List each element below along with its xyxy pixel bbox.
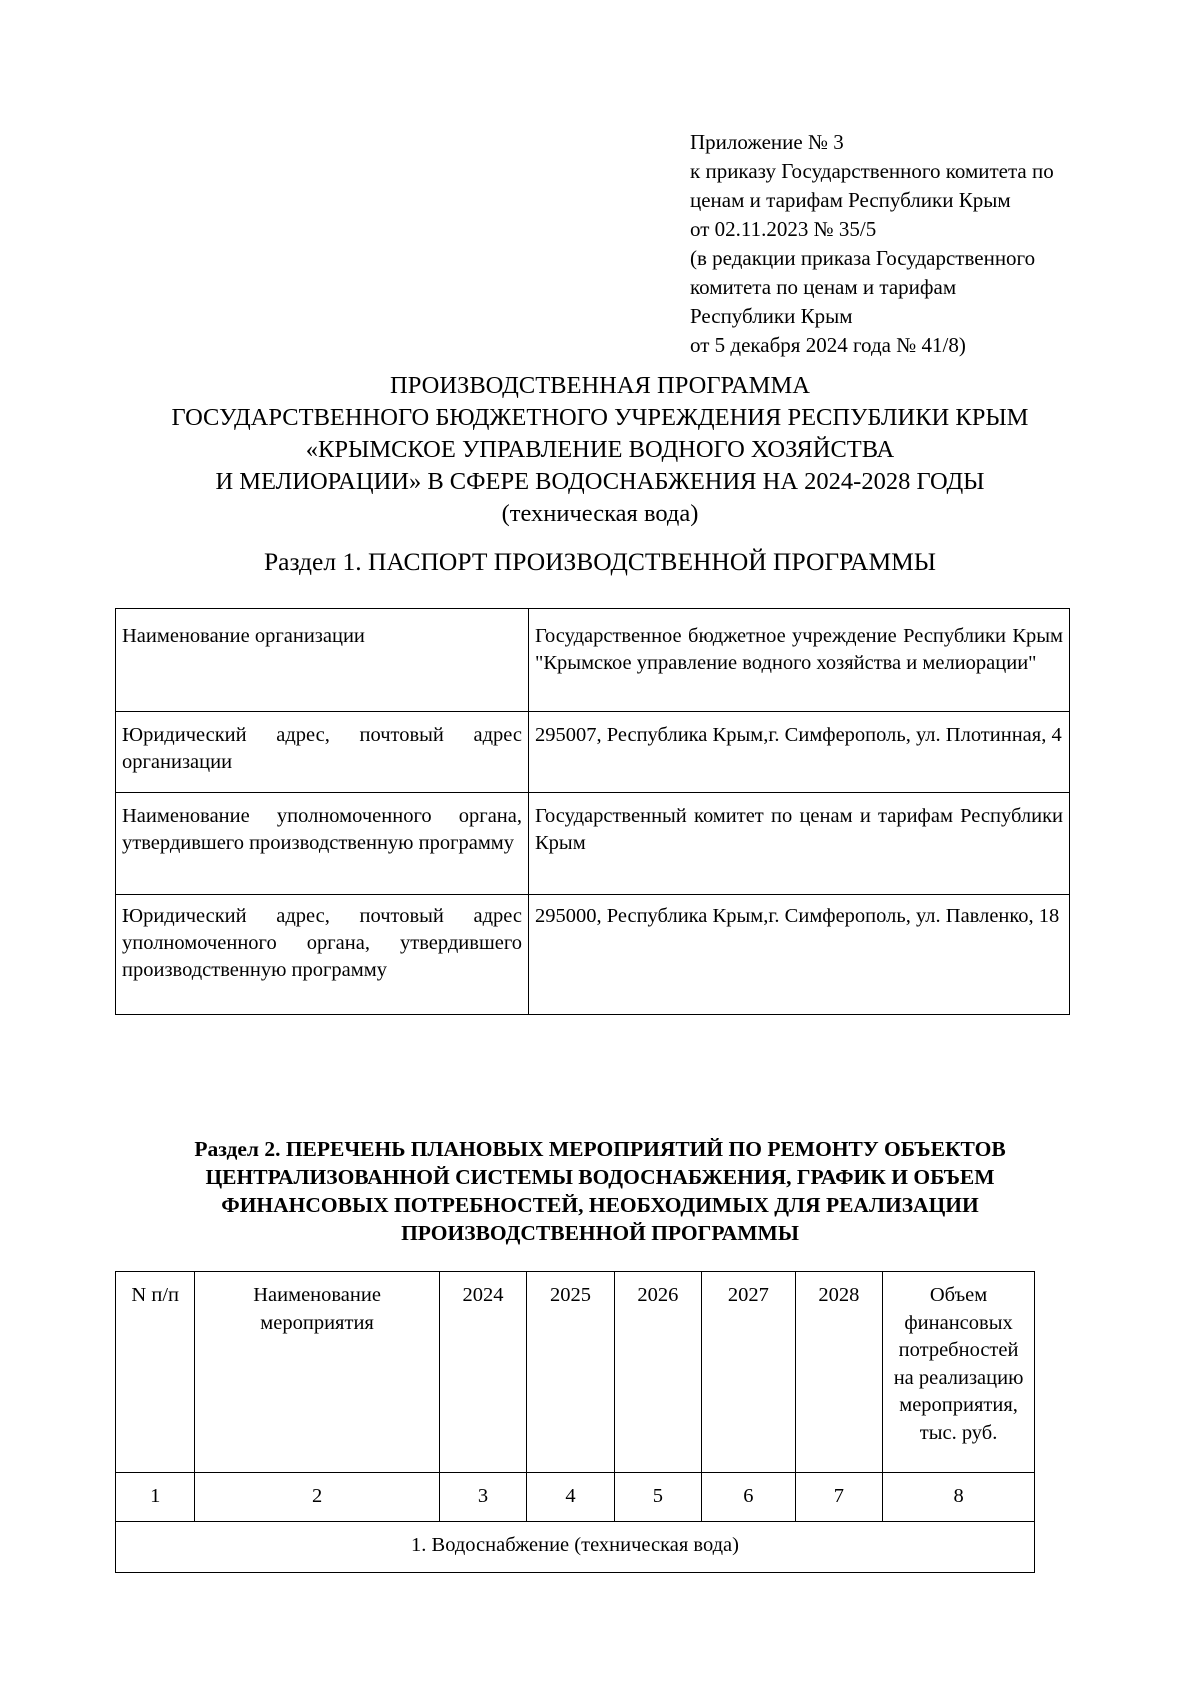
appendix-note (690, 128, 1130, 360)
column-header: Объем финансовых потребностей на реализацию мероприятия, тыс. руб. (883, 1272, 1035, 1473)
column-number: 1 (116, 1473, 195, 1522)
column-number: 4 (527, 1473, 614, 1522)
section2-heading-line: ФИНАНСОВЫХ ПОТРЕБНОСТЕЙ, НЕОБХОДИМЫХ ДЛЯ РЕАЛИЗАЦИИ (221, 1193, 979, 1217)
column-header: 2025 (527, 1272, 614, 1473)
appendix-line: (в редакции приказа Государственного (690, 246, 1036, 270)
appendix-line: Приложение № 3 (690, 130, 844, 154)
measures-table (115, 1271, 1035, 1573)
column-number: 8 (883, 1473, 1035, 1522)
passport-label: Наименование организации (116, 609, 529, 712)
section1-heading: Раздел 1. ПАСПОРТ ПРОИЗВОДСТВЕННОЙ ПРОГРАММЫ (263, 547, 937, 576)
passport-value: 295000, Республика Крым,г. Симферополь, ул. Павленко, 18 (529, 895, 1070, 1015)
section2-heading (60, 1135, 1140, 1247)
title-line: ПРОИЗВОДСТВЕННАЯ ПРОГРАММА (390, 372, 810, 399)
section2-heading-line: Раздел 2. ПЕРЕЧЕНЬ ПЛАНОВЫХ МЕРОПРИЯТИЙ ПО РЕМОНТУ ОБЪЕКТОВ (194, 1137, 1006, 1161)
column-number: 3 (439, 1473, 526, 1522)
title-line: И МЕЛИОРАЦИИ» В СФЕРЕ ВОДОСНАБЖЕНИЯ НА 2024-2028 ГОДЫ (215, 468, 985, 495)
passport-label: Юридический адрес, почтовый адрес организации (116, 712, 529, 793)
column-header: 2024 (439, 1272, 526, 1473)
table-row (116, 793, 1070, 895)
section2-heading-line: ПРОИЗВОДСТВЕННОЙ ПРОГРАММЫ (401, 1221, 799, 1245)
table-row (116, 609, 1070, 712)
title-line: (техническая вода) (501, 500, 699, 527)
column-number: 2 (195, 1473, 439, 1522)
column-header: N п/п (116, 1272, 195, 1473)
column-number: 7 (795, 1473, 882, 1522)
title-line: ГОСУДАРСТВЕННОГО БЮДЖЕТНОГО УЧРЕЖДЕНИЯ РЕСПУБЛИКИ КРЫМ (171, 404, 1029, 431)
appendix-line: ценам и тарифам Республики Крым (690, 188, 1011, 212)
appendix-line: от 5 декабря 2024 года № 41/8) (690, 333, 966, 357)
table-section-row (116, 1522, 1035, 1573)
column-number: 6 (702, 1473, 796, 1522)
table-row (116, 895, 1070, 1015)
appendix-line: Республики Крым (690, 304, 853, 328)
passport-label: Наименование уполномоченного органа, утвердившего производственную программу (116, 793, 529, 895)
column-header: 2026 (614, 1272, 701, 1473)
document-title (60, 370, 1140, 530)
column-header: Наименование мероприятия (195, 1272, 439, 1473)
appendix-line: комитета по ценам и тарифам (690, 275, 957, 299)
passport-label: Юридический адрес, почтовый адрес уполномоченного органа, утвердившего производственную программу (116, 895, 529, 1015)
passport-value: Государственное бюджетное учреждение Республики Крым "Крымское управление водного хозяйства и мелиорации" (529, 609, 1070, 712)
table-header-row (116, 1272, 1035, 1473)
title-line: «КРЫМСКОЕ УПРАВЛЕНИЕ ВОДНОГО ХОЗЯЙСТВА (305, 436, 895, 463)
section-row-label: 1. Водоснабжение (техническая вода) (116, 1522, 1035, 1573)
column-number-row (116, 1473, 1035, 1522)
column-header: 2027 (702, 1272, 796, 1473)
column-header: 2028 (795, 1272, 882, 1473)
appendix-line: к приказу Государственного комитета по (690, 159, 1054, 183)
column-number: 5 (614, 1473, 701, 1522)
appendix-line: от 02.11.2023 № 35/5 (690, 217, 877, 241)
section2-heading-line: ЦЕНТРАЛИЗОВАННОЙ СИСТЕМЫ ВОДОСНАБЖЕНИЯ, ГРАФИК И ОБЪЕМ (205, 1165, 995, 1189)
table-row (116, 712, 1070, 793)
passport-value: 295007, Республика Крым,г. Симферополь, ул. Плотинная, 4 (529, 712, 1070, 793)
passport-table (115, 608, 1070, 1015)
passport-value: Государственный комитет по ценам и тарифам Республики Крым (529, 793, 1070, 895)
